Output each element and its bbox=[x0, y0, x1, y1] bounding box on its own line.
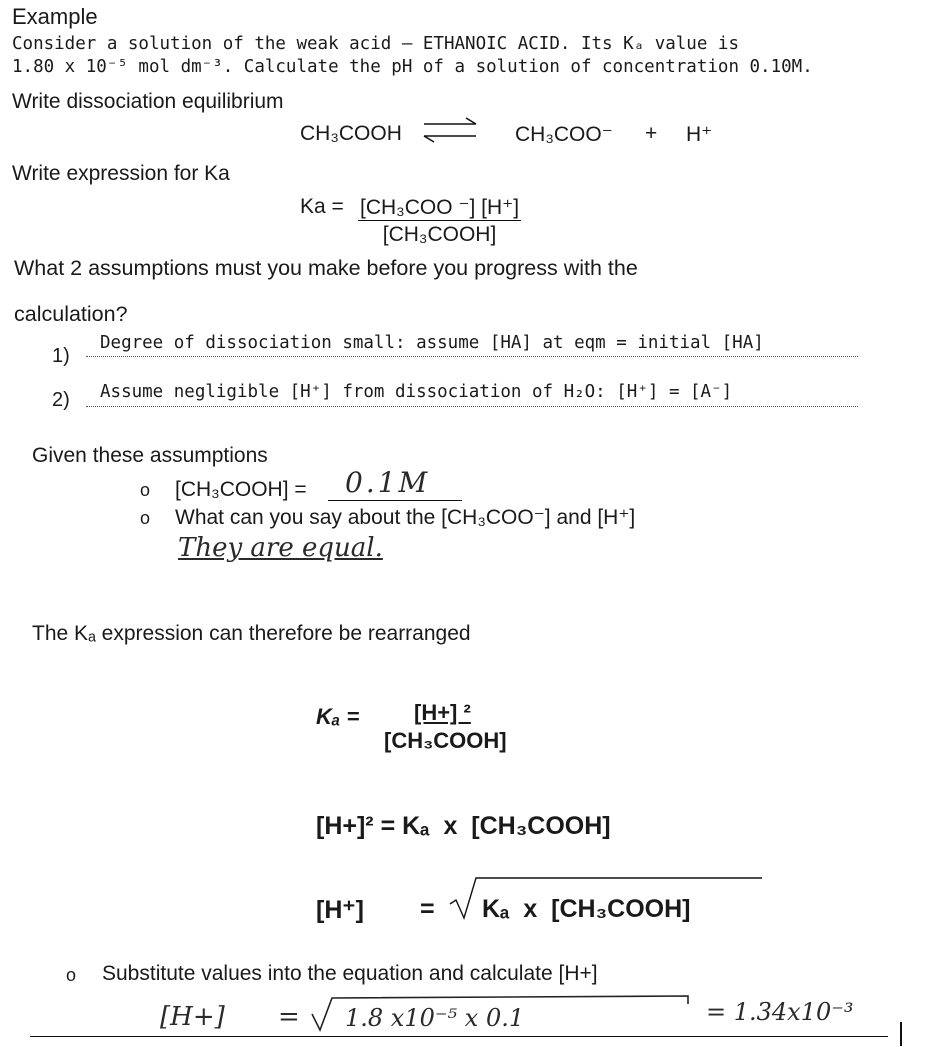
given-item-2-answer: They are equal. bbox=[178, 533, 383, 563]
work-equals: = bbox=[278, 1002, 300, 1032]
given-item-2-label: What can you say about the [CH₃COO⁻] and [H⁺] bbox=[175, 506, 636, 529]
equilibrium-prompt: Write dissociation equilibrium bbox=[12, 90, 284, 113]
assumptions-question-line-1: What 2 assumptions must you make before you progress with the bbox=[14, 256, 638, 280]
page-heading: Example bbox=[12, 4, 98, 29]
rearranged-fraction bbox=[384, 700, 507, 754]
equilibrium-product-hydrogen: H⁺ bbox=[686, 123, 713, 146]
assumption-number-2: 2) bbox=[52, 389, 70, 411]
assumptions-question-line-2: calculation? bbox=[14, 302, 128, 326]
given-bullet-1: o bbox=[140, 480, 151, 500]
substitute-instruction: Substitute values into the equation and calculate [H+] bbox=[102, 962, 598, 985]
rearranged-equation-3-radicand: Kₐ x [CH₃COOH] bbox=[482, 895, 691, 923]
assumption-line-1 bbox=[86, 356, 858, 357]
ka-fraction bbox=[358, 195, 521, 247]
assumption-number-1: 1) bbox=[52, 345, 70, 367]
rearranged-equation-3-lhs: [H⁺] bbox=[316, 896, 364, 924]
ka-lhs: Ka = bbox=[300, 195, 344, 218]
rearranged-intro: The Kₐ expression can therefore be rearranged bbox=[32, 622, 471, 645]
ka-numerator: [CH₃COO ⁻] [H⁺] bbox=[360, 196, 520, 219]
given-item-1-label: [CH₃COOH] = bbox=[175, 478, 307, 501]
equilibrium-plus: + bbox=[645, 122, 658, 145]
assumption-text-1: Degree of dissociation small: assume [HA] at eqm = initial [HA] bbox=[100, 333, 764, 353]
rearranged-lhs: Kₐ = bbox=[316, 704, 360, 729]
intro-line-2: 1.80 x 10⁻⁵ mol dm⁻³. Calculate the pH of a solution of concentration 0.10M. bbox=[12, 57, 813, 77]
rearranged-denominator: [CH₃COOH] bbox=[384, 728, 507, 753]
given-bullet-2: o bbox=[140, 508, 151, 528]
ka-prompt: Write expression for Ka bbox=[12, 162, 230, 185]
work-answer-line bbox=[30, 1036, 888, 1037]
work-result: = 1.34x10⁻³ bbox=[706, 998, 854, 1026]
work-radicand: 1.8 x10⁻⁵ x 0.1 bbox=[345, 1004, 525, 1032]
equilibrium-reactant: CH₃COOH bbox=[300, 122, 402, 145]
substitute-bullet: o bbox=[66, 965, 77, 985]
rearranged-equation-2: [H+]² = Kₐ x [CH₃COOH] bbox=[316, 812, 611, 840]
rearranged-equation-3-equals: = bbox=[420, 895, 435, 923]
intro-line-1: Consider a solution of the weak acid – ETHANOIC ACID. Its Kₐ value is bbox=[12, 34, 739, 54]
work-lhs: [H+] bbox=[160, 1002, 225, 1032]
given-item-1-answer-line bbox=[328, 500, 462, 501]
assumption-text-2: Assume negligible [H⁺] from dissociation of H₂O: [H⁺] = [A⁻] bbox=[100, 382, 733, 402]
given-title: Given these assumptions bbox=[32, 444, 268, 467]
given-item-1-answer: 0.1M bbox=[345, 466, 431, 499]
assumption-line-2 bbox=[86, 406, 858, 407]
ka-denominator: [CH₃COOH] bbox=[382, 223, 497, 246]
equilibrium-product-ethanoate: CH₃COO⁻ bbox=[515, 123, 613, 146]
equilibrium-arrows-icon bbox=[420, 112, 482, 146]
margin-mark bbox=[900, 1022, 902, 1046]
rearranged-numerator: [H+] ² bbox=[414, 700, 471, 725]
